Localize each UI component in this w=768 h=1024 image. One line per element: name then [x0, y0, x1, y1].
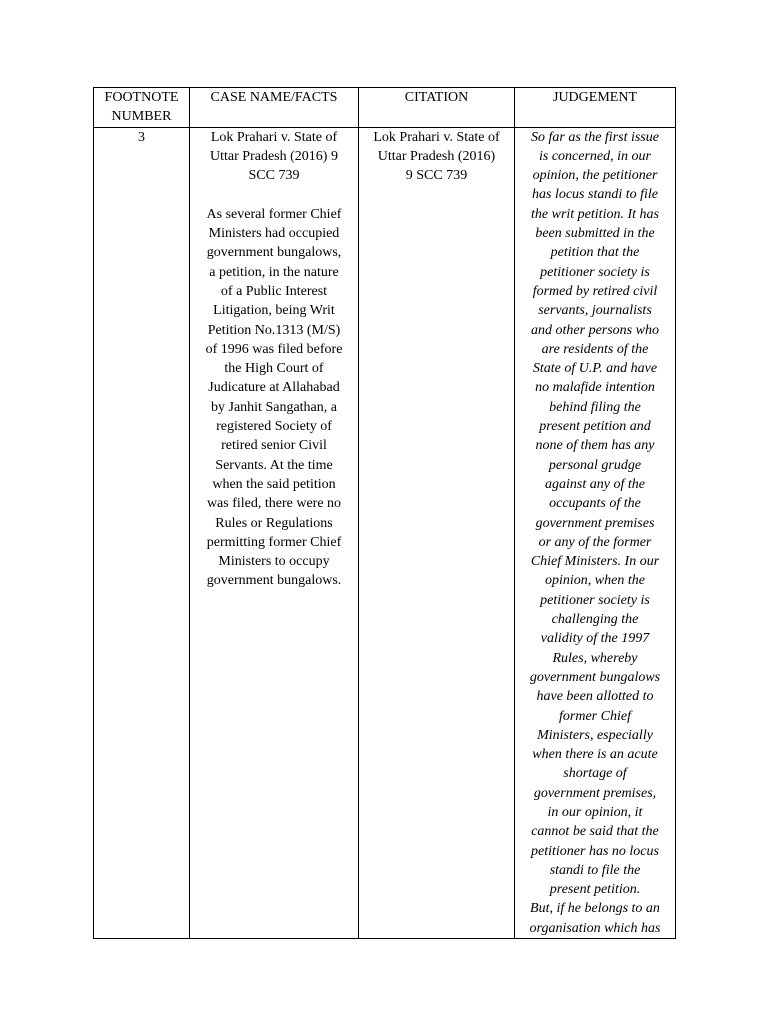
header-judgement — [515, 88, 676, 128]
citation-cell — [359, 127, 515, 938]
case-table — [93, 87, 676, 939]
header-citation — [359, 88, 515, 128]
judgement-text: So far as the first issue is concerned, in our opinion, the petitioner has locus standi to file the writ petition. It has been submitted in the petition that the petitioner society is formed by retired civil servants, journalists and other persons who are residents of the State of U.P. and have no malafide intention behind filing the present petition and none of them has any personal grudge against any of the occupants of the government premises or any of the former Chief Ministers. In our opinion, when the petitioner society is challenging the validity of the 1997 Rules, whereby government bungalows have been allotted to former Chief Ministers, especially when there is an acute shortage of government premises, in our opinion, it cannot be said that the petitioner has no locus standi to file the present petition. But, if he belongs to an organisation which has — [529, 129, 661, 936]
case-name: Lok Prahari v. State of Uttar Pradesh (2016) 9 SCC 739 — [210, 129, 338, 184]
footnote-number-cell — [94, 127, 190, 938]
table-row — [94, 127, 676, 938]
header-footnote-label: FOOTNOTE NUMBER — [104, 90, 179, 125]
header-judgement-label: JUDGEMENT — [553, 90, 637, 105]
citation-text: Lok Prahari v. State of Uttar Pradesh (2016) 9 SCC 739 — [373, 129, 500, 184]
header-case-label: CASE NAME/FACTS — [210, 90, 338, 105]
header-footnote-number — [94, 88, 190, 128]
paragraph-gap — [194, 185, 354, 204]
case-name-facts-cell — [190, 127, 359, 938]
header-citation-label: CITATION — [404, 90, 469, 105]
case-facts: As several former Chief Ministers had occupied government bungalows, a petition, in the nature of a Public Interest Litigation, being Writ Petition No.1313 (M/S) of 1996 was filed before the High Court of Judicature at Allahabad by Janhit Sangathan, a registered Society of retired senior Civil Servants. At the time when the said petition was filed, there were no Rules or Regulations permitting former Chief Ministers to occupy government bungalows. — [205, 206, 343, 589]
judgement-cell — [515, 127, 676, 938]
header-case-name-facts — [190, 88, 359, 128]
footnote-number: 3 — [138, 129, 145, 145]
table-header-row — [94, 88, 676, 128]
